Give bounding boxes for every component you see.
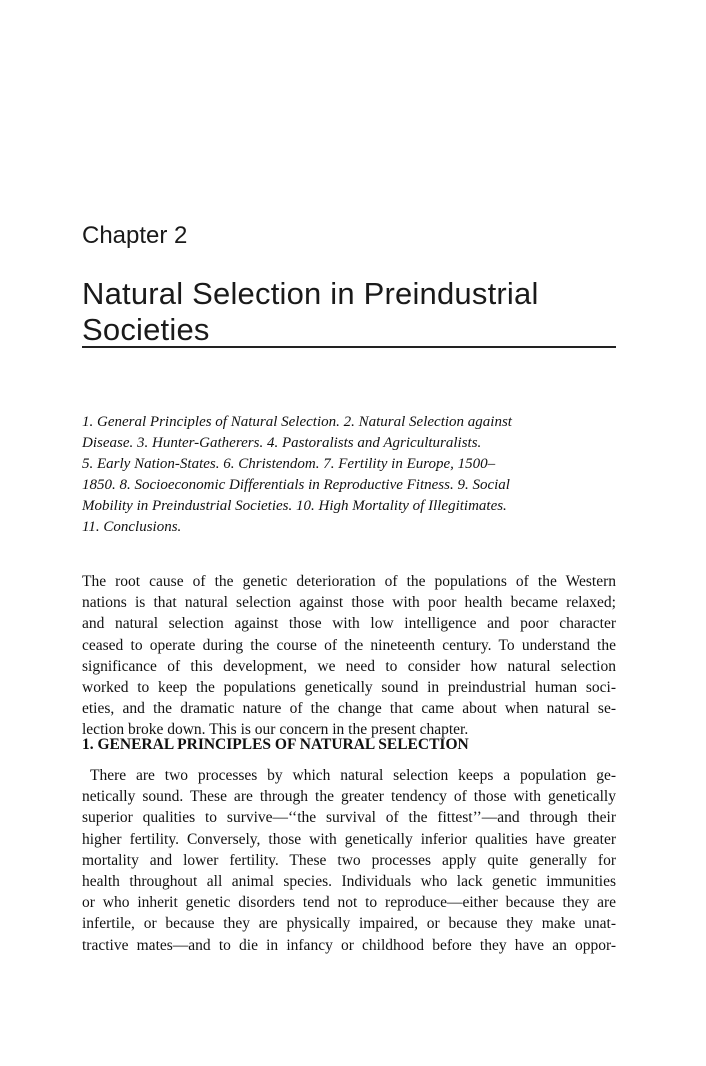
text-line: mortality and lower fertility. These two processes apply quite generally for (82, 851, 616, 869)
text-line: netically sound. These are through the greater tendency of those with genetically (82, 788, 616, 806)
intro-paragraph (82, 571, 616, 741)
chapter-title-line: Natural Selection in Preindustrial (82, 276, 539, 311)
text-line: lection broke down. This is our concern in the present chapter. (82, 721, 469, 739)
section-heading: 1. GENERAL PRINCIPLES OF NATURAL SELECTION (82, 736, 469, 753)
text-line: higher fertility. Conversely, those with genetically inferior qualities have greater (82, 830, 616, 848)
text-line: worked to keep the populations genetically sound in preindustrial human soci- (82, 679, 616, 697)
chapter-title-line: Societies (82, 312, 210, 347)
chapter-contents (82, 412, 616, 538)
contents-line: 1. General Principles of Natural Selection. 2. Natural Selection against (82, 414, 512, 430)
contents-line: 11. Conclusions. (82, 519, 182, 535)
text-line: nations is that natural selection against those with poor health became relaxed; (82, 594, 616, 612)
contents-line: Mobility in Preindustrial Societies. 10. High Mortality of Illegitimates. (82, 498, 507, 514)
title-rule (82, 346, 616, 348)
chapter-label: Chapter 2 (82, 222, 188, 249)
text-line: significance of this development, we need to consider how natural selection (82, 657, 616, 675)
text-line: ceased to operate during the course of the nineteenth century. To understand the (82, 636, 616, 654)
chapter-title (82, 276, 622, 348)
contents-line: Disease. 3. Hunter-Gatherers. 4. Pastoralists and Agriculturalists. (82, 435, 482, 451)
text-line: The root cause of the genetic deterioration of the populations of the Western (82, 573, 616, 590)
text-line: infertile, or because they are physically impaired, or because they make unat- (82, 915, 616, 933)
text-line: There are two processes by which natural selection keeps a population ge- (90, 767, 616, 784)
contents-line: 5. Early Nation-States. 6. Christendom. 7. Fertility in Europe, 1500– (82, 456, 496, 472)
text-line: eties, and the dramatic nature of the change that came about when natural se- (82, 700, 616, 718)
contents-line: 1850. 8. Socioeconomic Differentials in Reproductive Fitness. 9. Social (82, 477, 510, 493)
text-line: health throughout all animal species. Individuals who lack genetic immunities (82, 873, 616, 891)
text-line: and natural selection against those with low intelligence and poor character (82, 615, 616, 633)
text-line: or who inherit genetic disorders tend not to reproduce—either because they are (82, 894, 616, 912)
text-line: superior qualities to survive—‘‘the survival of the fittest’’—and through their (82, 809, 616, 827)
section-paragraph (82, 765, 616, 956)
text-line: tractive mates—and to die in infancy or childhood before they have an oppor- (82, 936, 616, 954)
